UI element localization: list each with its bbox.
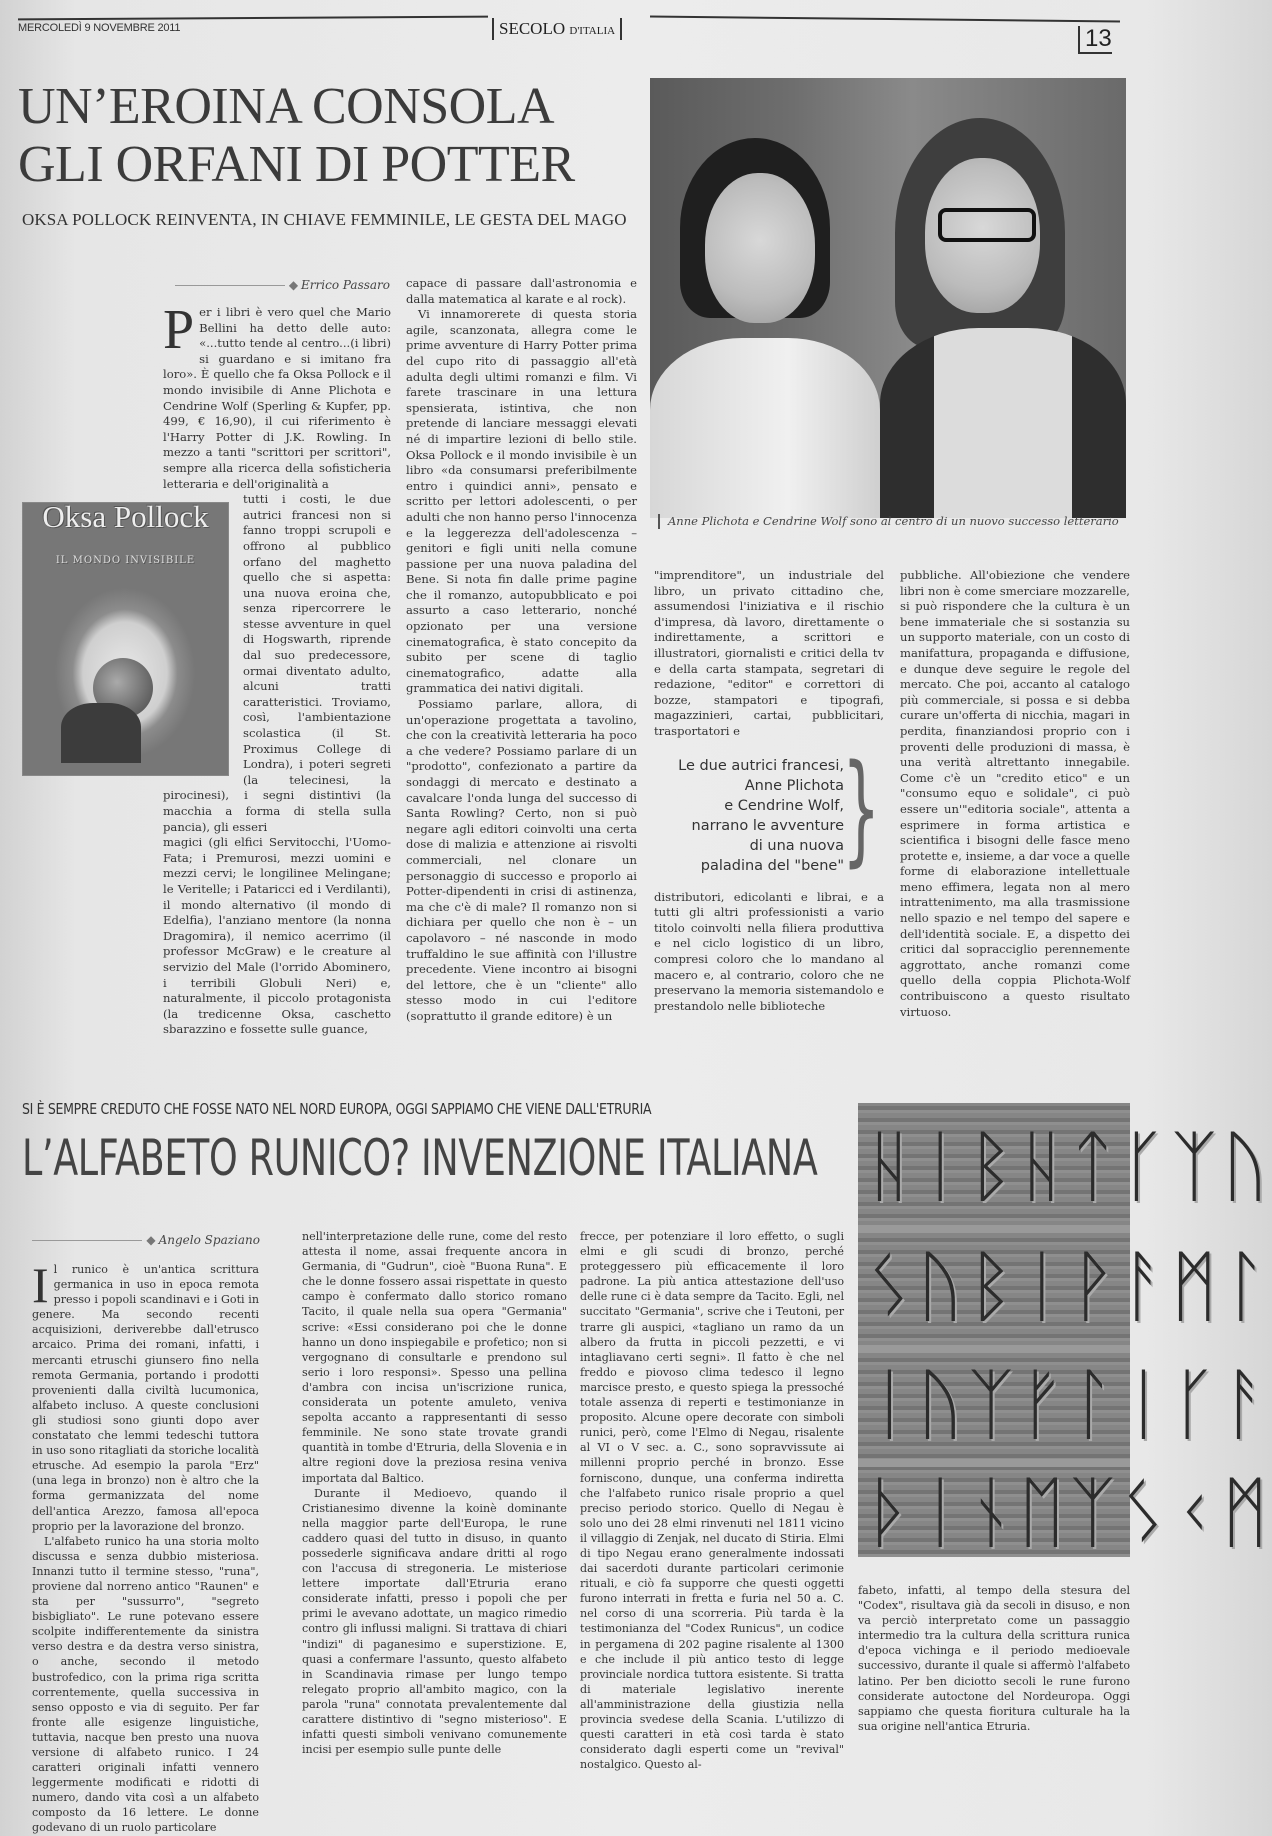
paragraph: l runico è un'antica scrittura germanica in uso in epoca remota presso i popoli scandinavi e i Goti in genere. Ma secondo recenti acquisizioni, deriverebbe dall'etrusco arcaico. Prima dei romani, infatti, i mercanti etruschi giunsero fino nella remota Germania, portando i prodotti provenienti dalla civiltà lucumonica, alfabeto incluso. A queste conclusioni gli studiosi sono giunti dopo aver constatato che lemmi tedeschi tuttora in uso sono ritagliati da storiche località etrusche. Ad esempio la parola "Erz" (una lega in bronzo) non è altro che la forma germanizzata del nome dell'antica Arezzo, famosa all'epoca proprio per la lavorazione del bronzo. bbox=[32, 1263, 259, 1533]
rune-row: ᚺᛁᛒᚺᛏᚴᛉᚢ bbox=[866, 1122, 1272, 1212]
book-cover-image bbox=[22, 499, 229, 776]
masthead bbox=[492, 18, 622, 40]
paragraph: Possiamo parlare, allora, di un'operazione progettata a tavolino, che con la creatività letteraria ha poco a che vedere? Possiamo parlare di un "prodotto", confezionato a partire da sondaggi di mercato e destinato a cavalcare l'onda lunga del successo di Santa Rowling? Certo, non si può negare agli editori coinvolti una certa dose di malizia e attenzione ai risvolti commerciali, nel clonare un personaggio di successo e proporlo ai Potter-dipendenti in crisi di astinenza, ma che c'è di male? Il romanzo non si dichiara per quello che non è – un capolavoro – né nasconde in modo truffaldino le sue affinità con l'illustre precedente. Viene incontro ai bisogni del lettore, che è un "cliente" allo stesso modo in cui l'editore (soprattutto il grande editore) è un bbox=[406, 697, 637, 1023]
authors-photo bbox=[650, 78, 1126, 508]
masthead-main: SECOLO bbox=[499, 19, 566, 38]
author-name: Errico Passaro bbox=[301, 278, 390, 292]
masthead-small: D'ITALIA bbox=[569, 25, 616, 37]
diamond-icon: ◆ bbox=[146, 1233, 156, 1247]
paragraph: tutti i costi, le due autrici francesi non si fanno troppi scrupoli e offrono al pubblico orfano del maghetto quello che si aspetta: una nuova eroina che, senza ripercorrere le stesse avventure in quel di Hogswarth, riprende dal suo predecessore, ormai diventato adulto, alcuni tratti caratteristici. Troviamo, così, l'ambientazione scolastica (il St. Proximus College di Londra), i poteri segreti (la telecinesi, la pirocinesi), i segni distintivi (la macchia a forma di stella sulla pancia), gli esseri bbox=[163, 492, 391, 834]
article1-subtitle: OKSA POLLOCK REINVENTA, IN CHIAVE FEMMINILE, LE GESTA DEL MAGO bbox=[22, 210, 627, 229]
article2-byline bbox=[30, 1233, 260, 1247]
article1-headline bbox=[18, 78, 648, 194]
article2-col1 bbox=[32, 1257, 259, 1836]
pull-quote-box bbox=[654, 739, 884, 879]
article1-col4 bbox=[900, 568, 1130, 1020]
paragraph: er i libri è vero quel che Mario Bellini ha detto delle auto: «...tutto tende al centro...(i libri) si guardano e si imitano fra loro». È quello che fa Oksa Pollock e il mondo invisibile di Anne Plichota e Cendrine Wolf (Sperling & Kupfer, pp. 499, € 16,90), il cui riferimento è l'Harry Potter di J.K. Rowling. In mezzo a tanti "scrittori per scrittori", sempre alla ricerca della sofisticheria letteraria e dell'originalità a bbox=[163, 305, 391, 491]
paragraph: pubbliche. All'obiezione che vendere libri non è come smerciare mozzarelle, si può rispondere che la cultura è un bene immateriale che si sostanzia su un supporto materiale, con un costo di manifattura, propaganda e diffusione, e dunque deve seguire le regole del mercato. Che poi, accanto al catalogo più commerciale, si possa e si debba curare un'offerta di nicchia, magari in perdita, finanziandosi proprio con i proventi delle produzioni di massa, è una verità altrettanto innegabile. Come c'è un "credito etico" e un "consumo equo e solidale", ci può essere un'"editoria sociale", attenta a esprimere in forma artistica e scientifica i bisogni delle fasce meno protette e, insieme, a dar voce a quelle forme di elaborazione intellettuale meno effimera, legata non al mero intrattenimento, ma alla trasmissione nello spazio e nel tempo del sapere e dell'identità sociale. E, a dispetto dei critici dal sopracciglio perennemente aggrottato, anche romanzi come quello della coppia Plichota-Wolf contribuiscono a questo risultato virtuoso. bbox=[900, 568, 1130, 1019]
drop-cap: I bbox=[32, 1257, 49, 1313]
rune-row: ᛁᚢᛉᚠᛚᛁᚴᚨ bbox=[866, 1360, 1272, 1450]
photo-caption: Anne Plichota e Cendrine Wolf sono al centro di un nuovo successo letterario bbox=[658, 514, 1138, 529]
author-name: Angelo Spaziano bbox=[158, 1233, 260, 1247]
paragraph: magici (gli elfici Servitocchi, l'Uomo-Fata; i Premurosi, mezzi uomini e mezzi cervi; le longilinee Melingane; le Veritelle; i Pataricci ed i Verdilanti), il mondo alternativo (il mondo di Edelfia), l'anziano mentore (la nonna Dragomira), il nemico acerrimo (il professor McGraw) e le creature al servizio del Male (l'orrido Abominero, i terribili Globuli Neri) e, naturalmente, il piccolo protagonista (la tredicenne Oksa, caschetto sbarazzino e fossette sulle guance, bbox=[163, 835, 391, 1037]
article2-headline: L’ALFABETO RUNICO? INVENZIONE ITALIANA bbox=[22, 1129, 818, 1187]
paragraph: distributori, edicolanti e librai, e a tutti gli altri professionisti a vario titolo coinvolti nella filiera produttiva e nel ciclo logistico di un libro, compresi coloro che lo mandano al macero e, al contrario, coloro che ne preservano la memoria sistemandolo e prestandolo nelle biblioteche bbox=[654, 889, 884, 1013]
page-number: 13 bbox=[1078, 26, 1112, 54]
paragraph: "imprenditore", un industriale del libro, un privato cittadino che, assumendosi l'iniziativa e il rischio d'impresa, dà lavoro, direttamente o indirettamente, a scrittori e illustratori, giornalisti e critici della tv e della carta stampata, segretari di redazione, "editor" e correttori di bozze, stampatori e tipografi, magazzinieri, cartai, pubblicitari, trasportatori e bbox=[654, 568, 884, 738]
article1-col3 bbox=[654, 568, 884, 1014]
issue-date: MERCOLEDÌ 9 NOVEMBRE 2011 bbox=[18, 22, 181, 34]
article1-byline bbox=[160, 278, 390, 292]
runic-inscription-photo bbox=[858, 1103, 1272, 1558]
pull-quote-line: di una nuova bbox=[749, 837, 844, 854]
cover-subtitle: IL MONDO INVISIBILE bbox=[55, 555, 196, 567]
article2-kicker: SI È SEMPRE CREDUTO CHE FOSSE NATO NEL NORD EUROPA, OGGI SAPPIAMO CHE VIENE DALL'ETRURIA bbox=[22, 1100, 652, 1118]
headline-line-2: GLI ORFANI DI POTTER bbox=[18, 136, 575, 193]
pull-quote-line: paladina del "bene" bbox=[700, 857, 844, 874]
paragraph: Durante il Medioevo, quando il Cristianesimo divenne la koinè dominante nella maggior parte dell'Europa, le rune caddero quasi del tutto in disuso, in quanto possederle significava andare dritti al rogo con l'accusa di stregoneria. Le misteriose lettere importate dall'Etruria erano considerate infatti, presso i popoli che per primi le avevano adottate, un magico rimedio contro gli influssi maligni. Si trattava di chiari "indizi" di paganesimo e superstizione. E, quasi a confermare l'assunto, questo alfabeto in Scandinavia rimase per lungo tempo relegato proprio all'ambito magico, con la parola "runa" connotata prevalentemente dal carattere distintivo di "segno misterioso". E infatti questi simboli venivano comunemente incisi per esempio sulle punte delle bbox=[302, 1486, 567, 1757]
byline-rule bbox=[175, 285, 285, 286]
paragraph: nell'interpretazione delle rune, come del resto attesta il nome, assai frequente ancora in Germania, di "Gudrun", cioè "Buona Runa". E che le donne fossero assai rispettate in questo campo è confermato dallo storico romano Tacito, il quale nella sua opera "Germania" scrive: «Essi considerano poi che le donne hanno un dono inspiegabile e profetico; non si vergognano di consultarle e prendono sul serio i loro responsi». Spesso una pellina d'ambra con incisa un'iscrizione runica, considerata un potente amuleto, veniva sepolta accanto a rappresentanti di sesso femminile. Ne sono state trovate grandi quantità in tombe d'Etruria, della Slovenia e in altre regioni dove la preziosa resina veniva importata dal Baltico. bbox=[302, 1230, 567, 1485]
paragraph: Vi innamorerete di questa storia agile, scanzonata, allegra come le prime avventure di Harry Potter prima del cupo rito di passaggio all'età adulta degli ultimi romanzi e film. Vi farete trascinare in una lettura spensierata, istintiva, che non pretende di lanciare messaggi elevati né di impartire lezioni di bello stile. Oksa Pollock e il mondo invisibile è un libro «da consumarsi preferibilmente entro i quindici anni», pensato e scritto per lettori adolescenti, o per adulti che non hanno perso l'innocenza e la leggerezza dell'adolescenza – genitori e figli uniti nella comune passione per una nuova paladina del Bene. Si nota fin dalle prime pagine che il romanzo, autopubblicato e poi assurto a caso letterario, nonché opzionato per una versione cinematografica, è stato concepito da subito per scene di taglio cinematografico, adatte alla grammatica dei nativi digitali. bbox=[406, 307, 637, 696]
paragraph: fabeto, infatti, al tempo della stesura del "Codex", risultava già da secoli in disuso, e non va perciò interpretato come un passaggio intermedio tra la cultura della scrittura runica d'epoca vichinga e il periodo medioevale successivo, durante il quale si affermò l'alfabeto latino. Per ben diciotto secoli le rune furono considerate autoctone del Nordeuropa. Oggi sappiamo che questa fioritura culturale ha la sua origine nell'antica Etruria. bbox=[858, 1584, 1130, 1733]
article2-col4 bbox=[858, 1583, 1130, 1734]
byline-rule bbox=[32, 1240, 142, 1241]
pull-quote-line: Anne Plichota bbox=[744, 777, 844, 794]
paragraph: L'alfabeto runico ha una storia molto discussa e senza dubbio misteriosa. Innanzi tutto il termine stesso, "runa", proviene dal norreno antico "Raunen" e sta per "sussurro", "segreto bisbigliato". Le rune potevano essere scolpite indifferentemente da sinistra verso destra e da destra verso sinistra, o anche, secondo il metodo bustrofedico, con la prima riga scritta correntemente, quella successiva in senso opposto e via di seguito. Per far fronte alle esigenze linguistiche, tuttavia, nacque ben presto una nuova versione di alfabeto runico. I 24 caratteri originali infatti vennero leggermente modificati e ridotti di numero, dando vita così a un alfabeto composto da 16 lettere. Le donne godevano di un ruolo particolare bbox=[32, 1534, 259, 1835]
article2-col2 bbox=[302, 1229, 567, 1757]
paragraph: capace di passare dall'astronomia e dalla matematica al karate e al rock). bbox=[406, 276, 637, 306]
paragraph: frecce, per potenziare il loro effetto, o sugli elmi e gli scudi di bronzo, perché proteggessero più efficacemente il loro padrone. La più antica attestazione dell'uso delle rune ci è data sempre da Tacito. Egli, nel succitato "Germania", scrive che i Teutoni, per trarre gli auspici, «tagliano un ramo da un albero da frutta in piccoli pezzetti, e vi intagliavano certi segni». Il fatto è che nel freddo e piovoso clima tedesco il legno marcisce presto, e questo spiega la pressoché totale assenza di reperti e testimonianze in proposito. Alcune opere decorate con simboli runici, però, come l'Elmo di Negau, risalente al VI o V sec. a. C., sono sopravvissute ai millenni proprio perché in bronzo. Esse forniscono, dunque, una conferma indiretta che l'alfabeto runico risale proprio a quel preciso periodo storico. Quello di Negau è solo uno dei 28 elmi rinvenuti nel 1811 vicino il villaggio di Zenjak, nel ducato di Stiria. Elmi di tipo Negau erano generalmente indossati dai sacerdoti durante particolari cerimonie rituali, e ciò fa supporre che questi oggetti furono interrati in fretta e furia nel 50 a. C. nel corso di una scorreria. Più tarda è la testimonianza del "Codex Runicus", un codice in pergamena di 202 pagine risalente al 1300 e che include il più antico testo di legge provinciale nordica tuttora esistente. Si tratta di materiale legislativo inerente all'amministrazione della giustizia nella provincia svedese della Scania. L'utilizzo di questi caratteri in età così tarda è stato considerato dagli esperti come un "revival" nostalgico. Questo al- bbox=[580, 1230, 844, 1772]
header-rule-right bbox=[650, 16, 1120, 23]
drop-cap: P bbox=[163, 299, 195, 361]
cover-title: Oksa Pollock bbox=[42, 499, 209, 535]
brace-icon: } bbox=[841, 739, 880, 879]
rune-row: ᚦᛁᚾᛖᛉᛊᚲᛗ bbox=[866, 1468, 1272, 1558]
diamond-icon: ◆ bbox=[288, 278, 299, 292]
pull-quote bbox=[654, 756, 844, 876]
rune-row: ᛊᚢᛒᛁᚹᚨᛗᛚ bbox=[866, 1242, 1272, 1332]
article2-col3 bbox=[580, 1229, 844, 1772]
pull-quote-line: narrano le avventure bbox=[691, 817, 844, 834]
pull-quote-line: e Cendrine Wolf, bbox=[724, 797, 844, 814]
pull-quote-line: Le due autrici francesi, bbox=[678, 757, 844, 774]
header-rule-left bbox=[18, 16, 488, 21]
article1-col1 bbox=[22, 299, 391, 1038]
headline-line-1: UN’EROINA CONSOLA bbox=[18, 78, 555, 135]
article1-col2 bbox=[406, 276, 637, 1025]
